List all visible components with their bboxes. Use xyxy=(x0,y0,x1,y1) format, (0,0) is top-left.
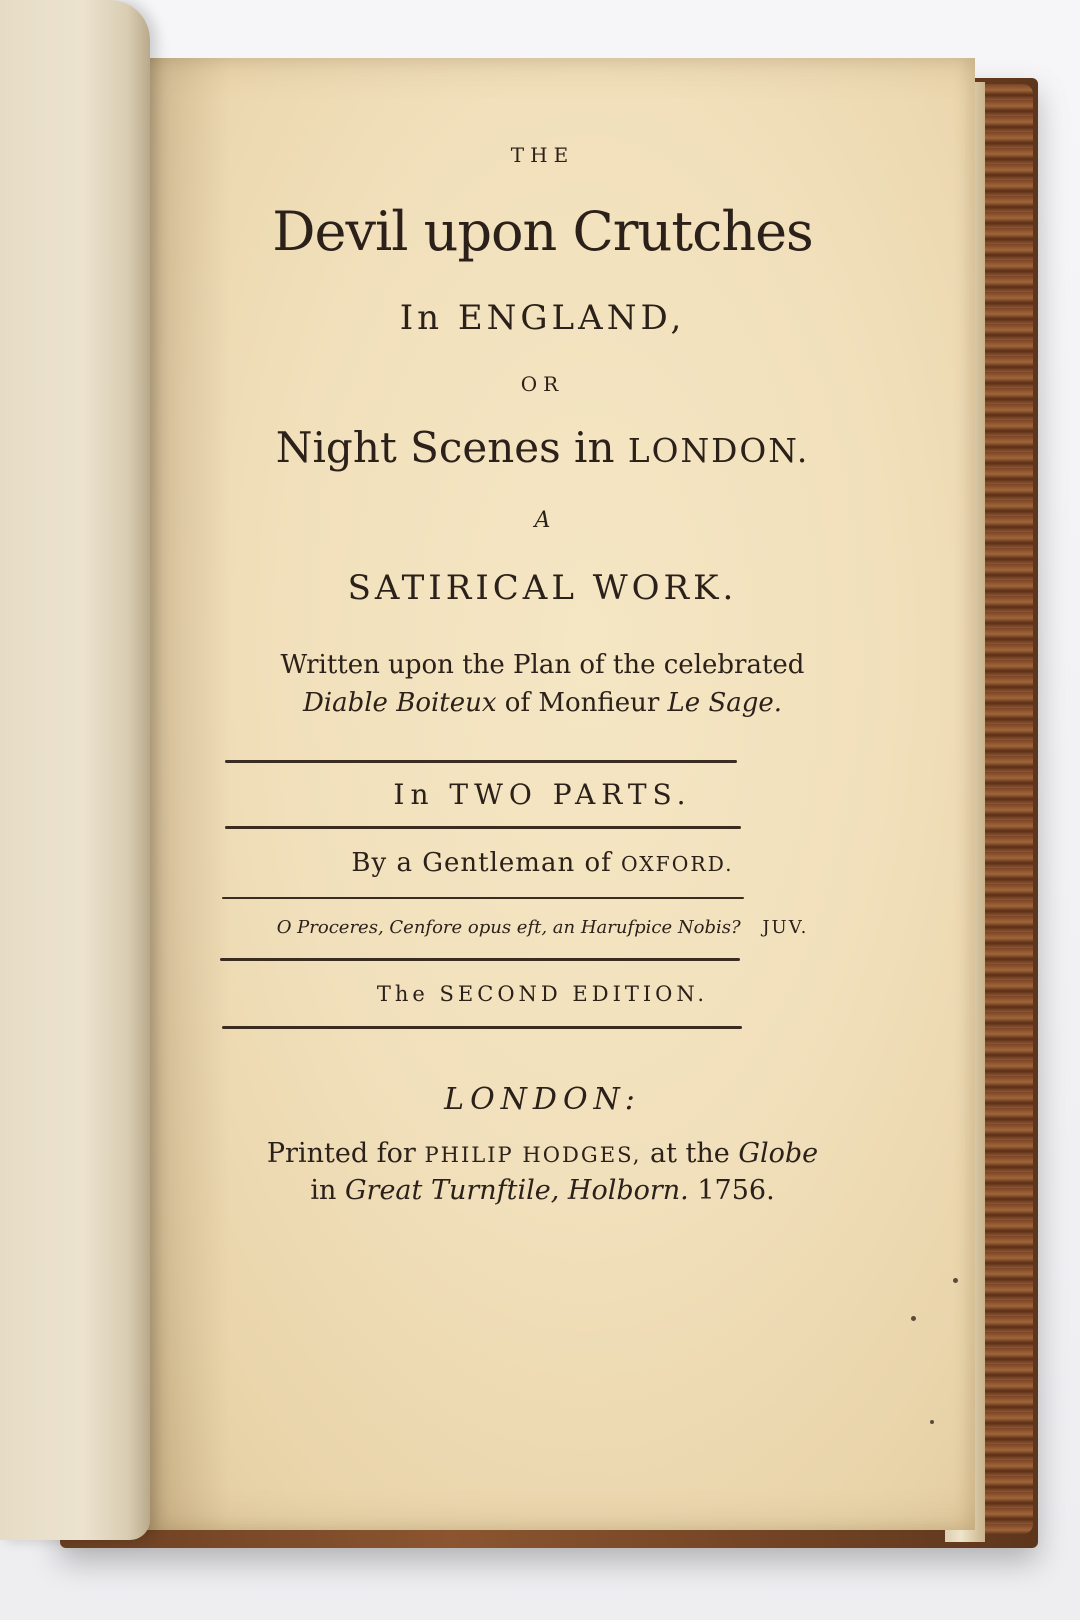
satirical-work: SATIRICAL WORK. xyxy=(347,568,738,608)
parts-text: TWO PARTS. xyxy=(449,778,692,811)
subtitle-england xyxy=(110,298,975,338)
printed-prefix: Printed for xyxy=(266,1138,416,1169)
globe: Globe xyxy=(738,1138,819,1169)
address: Great Turnftile, Holborn. xyxy=(344,1175,689,1206)
paper-speck xyxy=(911,1316,916,1321)
main-title: Devil upon Crutches xyxy=(272,200,813,263)
written-mid: of Monfieur xyxy=(504,688,660,718)
england-prefix: In xyxy=(399,298,444,338)
title-or: OR xyxy=(520,372,565,396)
motto-source: JUV. xyxy=(762,917,809,938)
le-sage: Le Sage. xyxy=(667,688,783,718)
imprint-london: LONDON: xyxy=(444,1082,641,1117)
written-line-1: Written upon the Plan of the celebrated xyxy=(280,650,805,680)
imprint-line-1 xyxy=(110,1138,975,1169)
england-place: ENGLAND, xyxy=(457,298,686,338)
motto-text: O Proceres, Cenfore opus eft, an Harufpice Nobis? xyxy=(276,917,741,938)
night-place: LONDON. xyxy=(627,432,810,470)
written-line-2 xyxy=(110,688,975,718)
imprint-line-2 xyxy=(110,1175,975,1206)
rule-2 xyxy=(225,826,741,829)
paper-speck xyxy=(930,1420,934,1424)
year: 1756. xyxy=(697,1175,775,1206)
parts-prefix: In xyxy=(393,778,435,811)
gentleman-of-oxford xyxy=(110,848,975,878)
subtitle-night-scenes xyxy=(110,423,975,472)
diable-boiteux: Diable Boiteux xyxy=(302,688,497,718)
rule-3 xyxy=(222,897,744,899)
title-the: THE xyxy=(510,143,575,167)
edition-text: SECOND EDITION. xyxy=(439,982,709,1006)
printed2-prefix: in xyxy=(310,1175,337,1206)
rule-5 xyxy=(222,1026,742,1029)
latin-motto xyxy=(110,917,975,938)
rule-4 xyxy=(220,958,740,961)
printed-mid: at the xyxy=(650,1138,730,1169)
gentleman-prefix: By a Gentleman of xyxy=(351,848,612,878)
ornament-a: A xyxy=(534,508,551,533)
printer-name: PHILIP HODGES, xyxy=(424,1142,642,1167)
gentleman-place: OXFORD. xyxy=(621,852,734,876)
night-prefix: Night Scenes in xyxy=(275,423,615,472)
edition-prefix: The xyxy=(376,982,429,1006)
paper-speck xyxy=(953,1278,958,1283)
rule-1 xyxy=(225,760,737,763)
two-parts xyxy=(110,778,975,811)
second-edition xyxy=(110,982,975,1006)
